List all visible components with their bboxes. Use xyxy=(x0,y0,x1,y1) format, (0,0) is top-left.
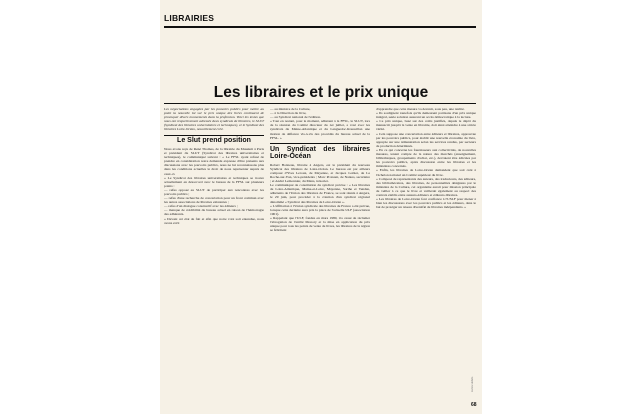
magazine-page xyxy=(160,0,482,414)
paragraph: « Cela suppose une concertation entre éditeurs et libraires, approuvée par les pouvoirs publics, pour établir une nouvelle économie du livre, appuyée sur une rémunération selon les services rendus, par secteurs de production déterminés. xyxy=(376,131,476,148)
paragraph: « Enfin, les libraires de Loire-Océan demandent que soit créé à l'échelon national un Comité supérieur du livre. xyxy=(376,168,476,177)
paragraph: — refus opposé au SLUT de participer aux rencontres avec les pouvoirs publics ; xyxy=(164,187,264,196)
article-intro: Les négociations engagées par les pouvoirs publics pour mettre au point la nouvelle loi sur le prix unique des livres continuent de provoquer divers mouvements dans la profession. Voici les textes que nous ont respectivement adressés deux syndicats de libraires, le SLUT (Syndicat des libraires universitaires et techniques), et le Syndicat des libraires Loire-Océan, nouvellement créé. xyxy=(164,107,264,132)
column-2 xyxy=(270,107,370,232)
column-1 xyxy=(164,107,264,225)
paragraph: Robert Boisteau, libraire à Angers, est le président du nouveau Syndicat des libraires de Loire-Océan. Le bureau est par ailleurs composé d'Yves Leroux, de Mayenne, et Jacques Gobier, de La Roche-sur-Yon, vice-présidents ; Marc Proisant, de Nantes, secrétaire ; et André Lemonnier, du Mans, trésorier. xyxy=(270,162,370,184)
paragraph: d'apprendre que cette mesure va devenir, sous peu, une réalité. xyxy=(376,107,465,111)
article-title: Les libraires et le prix unique xyxy=(213,84,429,101)
section-rubric: LIBRAIRIES xyxy=(164,13,215,23)
paragraph: « Ils soulignent toutefois qu'ils demeurent partisans d'un prix unique intégral, seule solution assurant un accès démocratique à la lecture. xyxy=(376,111,476,120)
section-heading-slut: Le Slut prend position xyxy=(177,137,251,145)
paragraph: Nous avons reçu de René Thomas, de la librairie du Muséum à Paris et président du SLUT (Syndicat des libraires universitaires et techniques), le communiqué suivant : « Le FFSL ayant refusé de prendre en considération notre demande expresse d'être présents aux discussions avec les pouvoirs publics, nous ne lui reconnaissons plus dans les conditions actuelles le droit de nous représenter auprès de ceux-ci. xyxy=(164,146,264,176)
paragraph: « En ce qui concerne les fournisseurs aux collectivités, de nouvelles mesures, tenant compte de la nature des marchés (enseignement, bibliothèques, groupements d'achat, etc.), devraient être édictées par les pouvoirs publics, après discussion entre les libraires et les ministères concernés. xyxy=(376,147,476,169)
column-3 xyxy=(376,107,476,209)
paragraph: — refus d'un dialogue constructif avec les éditeurs ; xyxy=(164,204,238,209)
paragraph: — au Syndicat national de l'édition. xyxy=(270,115,321,120)
page-number: 68 xyxy=(471,402,477,408)
paragraph: « Les libraires de Loire-Océan font confiance à l'USLF pour mener à bien les discussions avec les pouvoirs publics et les éditeurs, dans le but de protéger un réseau diversifié de libraires indépendants. » xyxy=(376,197,476,210)
title-rule xyxy=(164,103,476,104)
paragraph: « Composé de représentants des auteurs, des traducteurs, des éditeurs, des bibliothécaires, des libraires, de personnalités désignées par le ministère de la Culture, cet organisme aurait pour mission principale de veiller à ce que le livre et veillerait également au respect des contrats établis entre auteurs-éditeurs et éditeurs-libraires. xyxy=(376,176,476,197)
paragraph: « Le Syndicat des libraires universitaires et techniques se trouve actuellement en désaccord avec le bureau de la FFSL sur plusieurs points : xyxy=(164,175,264,188)
paragraph: Le communiqué de constitution du syndicat précise : « Les libraires de Loire-Atlantique, Maine-et-Loire, Mayenne, Sarthe et Vendée, adhérents de l'Union des libraires de France, se sont réunis à Angers, le 29 juin, pour procéder à la création d'un syndicat régional dénommé « Syndicat des libraires de Loire-Océan ». xyxy=(270,183,370,204)
section-rule xyxy=(164,135,264,136)
section-heading-loire-ocean: Un Syndicat des libraires Loire-Océan xyxy=(270,145,370,161)
paragraph: « Ce prix unique, basé sur des coûts justifiés, depuis le dépôt du manuscrit jusqu'à la vente en librairie, doit ainsi atteindre à une stricte vérité. xyxy=(376,119,476,132)
paragraph: « L'affiliation à l'Union syndicale des libraires de France a été prévue, lorsque cette dernière aura pris la place de l'actuelle ULF (association 1901). xyxy=(270,203,370,216)
paragraph: — refus d'une recherche de concertation pour un front commun avec les autres associations de libraires existantes ; xyxy=(164,196,264,205)
publication-label: Livres Hebdo xyxy=(471,376,474,392)
paragraph: — au ministre de la Culture, xyxy=(270,107,311,111)
rubric-rule xyxy=(164,26,476,28)
section-rule xyxy=(270,143,370,144)
paragraph: « Tout en restant, pour le moment, adhérent à la FFSL, le SLUT, lors de la réunion du Comité directeur du 1er juillet, a voté avec les syndicats du Maine-Atlantique et du Languedoc-Roussillon une motion de défiance vis-à-vis des procédés du bureau actuel de la FFSL. » xyxy=(270,119,370,140)
paragraph: « Rappelant que l'ULF, fondée en mars 1980, n'a cessé de réclamer l'abrogation de l'arrêté Monory et la mise en application du prix unique pour tous les points de vente de livres, les libraires de la région se félicitent xyxy=(270,215,370,233)
paragraph: « Devant cet état de fait et afin que notre voix soit entendue, nous avons écrit xyxy=(164,216,264,225)
paragraph: — à la Direction du livre, xyxy=(270,111,307,116)
paragraph: — manque de crédibilité du bureau actuel en raison de l'hémorragie des adhérents. xyxy=(164,208,264,217)
